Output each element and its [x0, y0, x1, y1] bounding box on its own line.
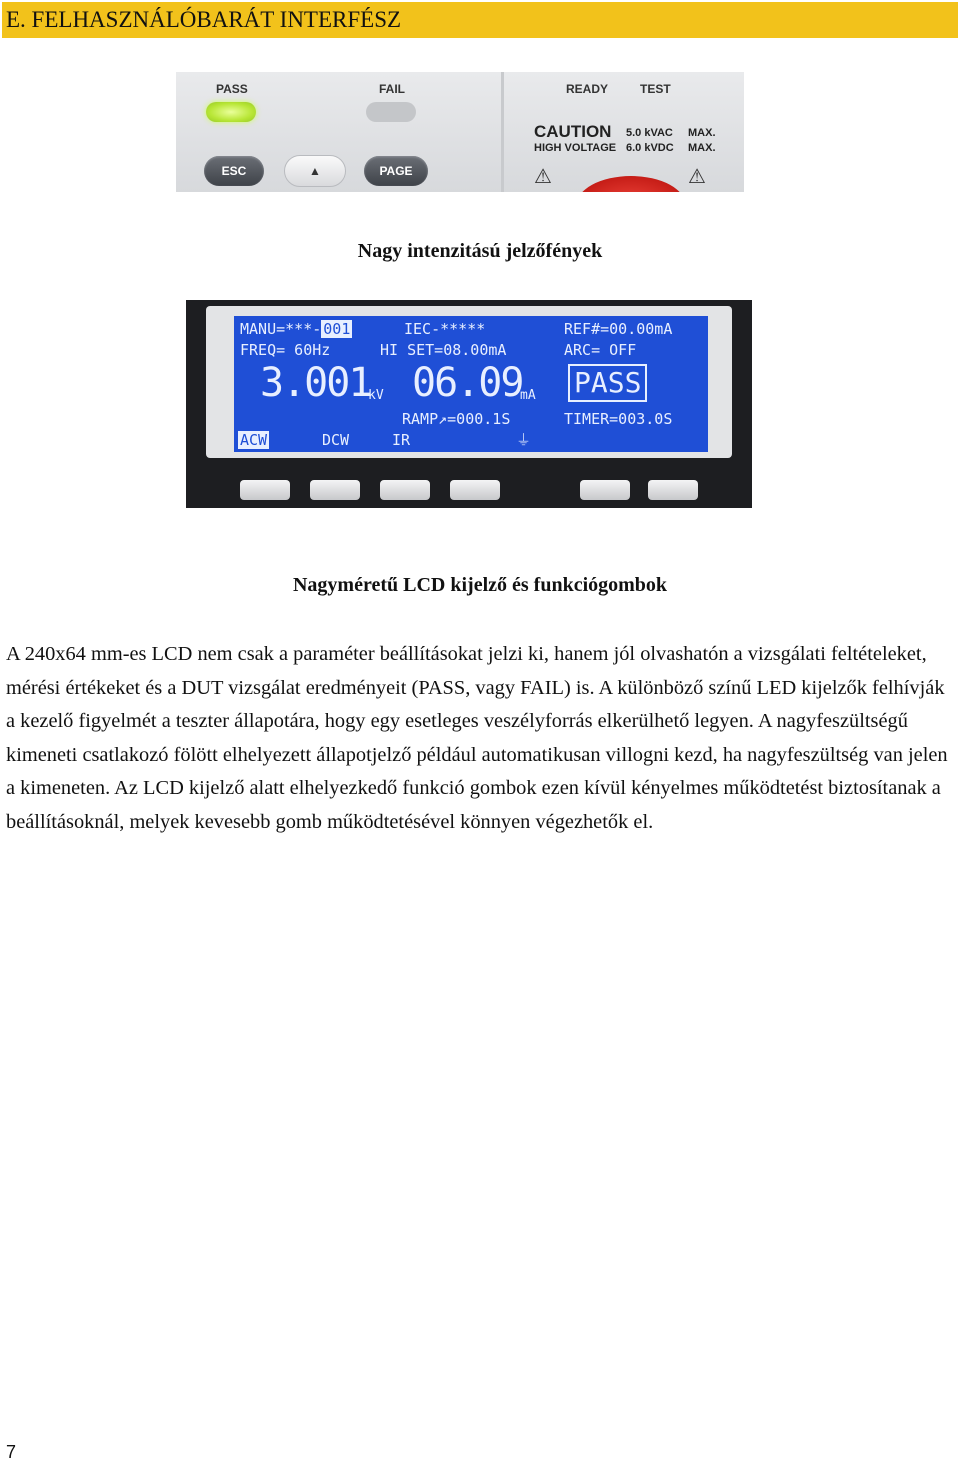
function-key-5: [580, 480, 630, 500]
lcd-ref: REF#=00.00mA: [564, 320, 673, 338]
panel-divider: [501, 72, 504, 192]
lcd-current-value: 06.09: [412, 360, 523, 406]
lcd-freq: FREQ= 60Hz: [240, 341, 331, 359]
lcd-tab-acw: ACW: [240, 431, 268, 449]
fail-label: FAIL: [379, 82, 405, 96]
lcd-current-unit: mA: [520, 388, 536, 403]
function-key-4: [450, 480, 500, 500]
pass-led: [206, 102, 256, 122]
lcd-screen: [234, 316, 708, 452]
section-title: E. FELHASZNÁLÓBARÁT INTERFÉSZ: [6, 7, 402, 32]
up-arrow-button: ▲: [284, 155, 346, 187]
ready-label: READY: [566, 82, 609, 96]
lcd-arc: ARC= OFF: [564, 341, 637, 359]
lcd-result-pass: PASS: [568, 364, 647, 402]
page-button: PAGE: [364, 156, 428, 186]
page-number: 7: [6, 1442, 17, 1462]
pass-label: PASS: [216, 82, 248, 96]
function-key-1: [240, 480, 290, 500]
high-voltage-output-terminal: [576, 176, 686, 192]
test-label: TEST: [640, 82, 671, 96]
indicator-panel-photo: [176, 72, 744, 192]
lcd-hi-set: HI SET=08.00mA: [380, 341, 507, 359]
kvdc-rating: 6.0 kVDC: [626, 142, 674, 154]
warning-icon: ⚠: [534, 166, 552, 188]
lcd-voltage-value: 3.001: [260, 360, 371, 406]
caution-subtitle: HIGH VOLTAGE: [534, 142, 617, 154]
lcd-ramp: RAMP↗=000.1S: [402, 410, 511, 428]
caution-title: CAUTION: [534, 122, 612, 141]
lcd-manu: MANU=***- 001: [240, 320, 351, 338]
max-label-1: MAX.: [688, 127, 716, 139]
figure-caption-1: Nagy intenzitású jelzőfények: [357, 240, 603, 262]
lcd-panel-photo: [186, 300, 752, 508]
lcd-tab-dcw: DCW: [322, 431, 350, 449]
function-key-3: [380, 480, 430, 500]
lcd-timer: TIMER=003.0S: [564, 410, 673, 428]
lcd-tab-ground-icon: ⏚: [516, 431, 532, 449]
esc-button: ESC: [204, 156, 264, 186]
lcd-iec: IEC-*****: [404, 320, 486, 338]
fail-led: [366, 102, 416, 122]
figure-caption-2: Nagyméretű LCD kijelző és funkciógombok: [292, 574, 668, 596]
lcd-tab-ir: IR: [392, 431, 411, 449]
lcd-manu-number: 001: [323, 320, 351, 338]
warning-icon: ⚠: [688, 166, 706, 188]
lcd-voltage-unit: kV: [368, 388, 384, 403]
max-label-2: MAX.: [688, 142, 716, 154]
function-key-2: [310, 480, 360, 500]
body-paragraph: A 240x64 mm-es LCD nem csak a paraméter beállításokat jelzi ki, hanem jól olvashatón a vizsgálati feltételeket, mérési értékeket és a DUT vizsgálat eredményeit (PASS, vagy FAIL) is. A különböző színű LED kijelzők felhívják a kezelő figyelmét a teszter állapotára, hogy egy esetleges veszélyforrás elkerülhető legyen. A nagyfeszültségű kimeneti csatlakozó fölött elhelyezett állapotjelző például automatikusan villogni kezd, ha nagyfeszültség van jelen a kimeneten. Az LCD kijelző alatt elhelyezkedő funkció gombok ezen kívül kényelmes működtetést biztosítanak a beállításoknál, melyek kevesebb gomb működtetésével könnyen végezhetők el.: [6, 643, 948, 833]
kvac-rating: 5.0 kVAC: [626, 127, 673, 139]
function-key-6: [648, 480, 698, 500]
section-header: [2, 2, 958, 38]
